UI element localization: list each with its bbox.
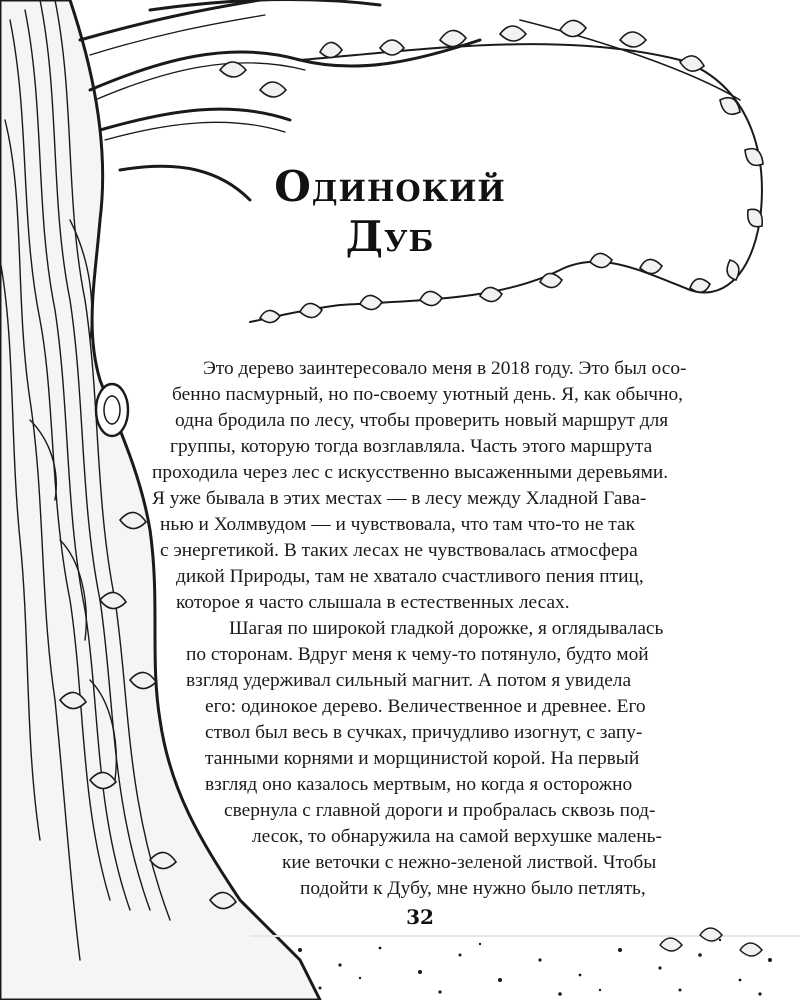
- body-line: ствол был весь в сучках, причудливо изогнут, с запу-: [205, 722, 643, 743]
- body-line: взгляд оно казалось мертвым, но когда я осторожно: [205, 774, 633, 795]
- body-line: нью и Холмвудом — и чувствовала, что там что-то не так: [160, 514, 636, 535]
- body-line: одна бродила по лесу, чтобы проверить новый маршрут для: [175, 410, 669, 431]
- body-line: его: одинокое дерево. Величественное и древнее. Его: [205, 696, 646, 717]
- body-line: бенно пасмурный, но по-своему уютный день. Я, как обычно,: [172, 384, 683, 405]
- body-line: Шагая по широкой гладкой дорожке, я оглядывалась: [229, 618, 664, 639]
- body-line: дикой Природы, там не хватало счастливого пения птиц,: [176, 566, 644, 587]
- page-number: 32: [406, 905, 434, 929]
- body-line: по сторонам. Вдруг меня к чему-то потянуло, будто мой: [186, 644, 649, 665]
- body-line: которое я часто слышала в естественных лесах.: [176, 592, 570, 613]
- chapter-title-line-2: Дуб: [345, 212, 435, 261]
- trunk-knot: [96, 384, 128, 436]
- body-line: лесок, то обнаружила на самой верхушке малень-: [252, 826, 662, 847]
- body-line: Это дерево заинтересовало меня в 2018 году. Это был осо-: [203, 358, 687, 379]
- body-line: свернула с главной дороги и пробралась сквозь под-: [224, 800, 656, 821]
- body-line: кие веточки с нежно-зеленой листвой. Чтобы: [282, 852, 657, 873]
- body-line: танными корнями и морщинистой корой. На первый: [205, 748, 640, 769]
- body-line: проходила через лес с искусственно высаженными деревьями.: [152, 462, 669, 483]
- body-line: с энергетикой. В таких лесах не чувствовалась атмосфера: [160, 540, 638, 561]
- body-line: группы, которую тогда возглавляла. Часть этого маршрута: [170, 436, 653, 457]
- body-line: взгляд удерживал сильный магнит. А потом я увидела: [186, 670, 632, 691]
- body-line: Я уже бывала в этих местах — в лесу между Хладной Гава-: [152, 488, 647, 509]
- chapter-title-line-1: Одинокий: [274, 162, 506, 211]
- body-line: подойти к Дубу, мне нужно было петлять,: [300, 878, 646, 899]
- ground-texture: [250, 935, 800, 996]
